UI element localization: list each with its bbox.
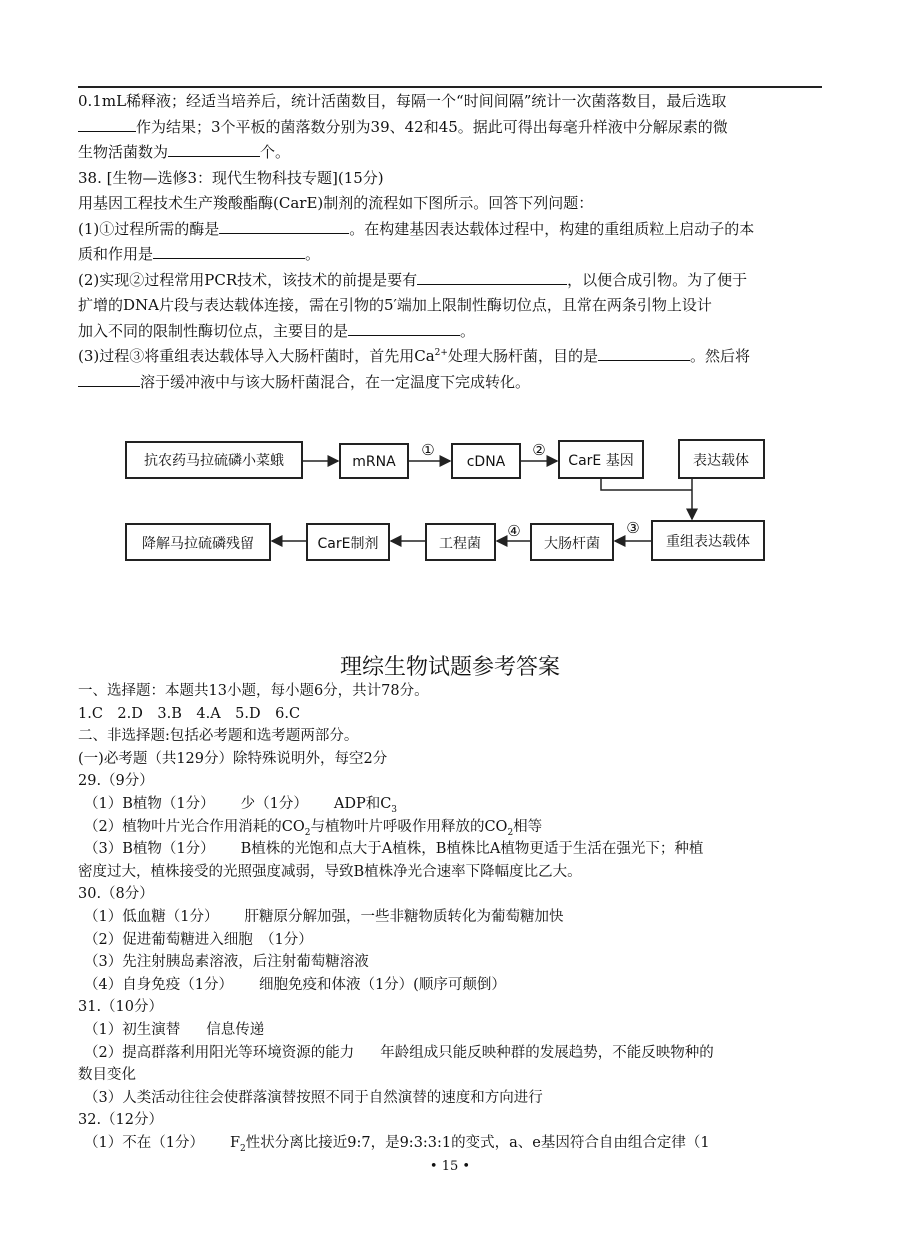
text-line: （3）人类活动往往会使群落演替按照不同于自然演替的速度和方向进行 [84,1089,543,1106]
text-line: 作为结果；3个平板的菌落数分别为39、42和45。据此可得出每毫升样液中分解尿素的微 [136,117,728,136]
answer-key [78,680,826,1154]
superscript: 2+ [434,348,448,358]
arrow-gene-to-recombinant [601,478,692,490]
text-line: (3)过程③将重组表达载体导入大肠杆菌时，首先用Ca [78,347,435,365]
flow-diagram [0,0,900,600]
question-number: 31.（10分） [78,999,164,1016]
box-care-gene-label: CarE 基因 [568,453,634,469]
text-line: 性状分离比接近9:7，是9:3:3:1的变式，a、e基因符合自由组合定律（1 [245,1134,710,1151]
text-line: 1.C 2.D 3.B 4.A 5.D 6.C [78,705,301,722]
box-engineered-bacteria-label: 工程菌 [439,536,481,552]
text-line: 加入不同的限制性酶切位点，主要目的是 [78,321,349,340]
box-ecoli-label: 大肠杆菌 [544,536,600,552]
text-line: 少（1分） [240,795,308,812]
text-line: 溶于缓冲液中与该大肠杆菌混合，在一定温度下完成转化。 [140,372,531,391]
text-line: 处理大肠杆菌，目的是 [447,347,598,365]
text-line: 与植物叶片呼吸作用释放的CO [310,818,508,835]
text-line: （3）B植物（1分） [84,841,215,858]
question-number: 32.（12分） [78,1112,164,1129]
text-line: （4）自身免疫（1分） [84,976,233,993]
question-38-title: 38. [生物—选修3：现代生物科技专题](15分) [78,168,384,187]
text-line: （1）不在（1分） [84,1134,204,1151]
question-number: 30.（8分） [78,886,154,903]
box-care-preparation-label: CarE制剂 [317,536,379,552]
subscript: 2 [304,827,311,838]
text-line: （1）低血糖（1分） [84,908,219,925]
text-line: 扩增的DNA片段与表达载体连接，需在引物的5′端加上限制性酶切位点，且常在两条引物上设计 [78,296,712,314]
page-number: • 15 • [429,1159,471,1174]
text-line: 。 [460,321,476,340]
text-line: （1）初生演替 [84,1021,181,1038]
text-line: （2）促进葡萄糖进入细胞 （1分） [84,931,313,948]
text-line: 一、选择题：本题共13小题，每小题6分，共计78分。 [78,683,429,699]
text-line: (一)必考题（共129分）除特殊说明外，每空2分 [78,750,388,767]
text-line: (2)实现②过程常用PCR技术，该技术的前提是要有 [78,270,418,289]
step-label-4: ④ [507,522,521,540]
box-recombinant-vector-label: 重组表达载体 [666,534,750,550]
text-line: 0.1mL稀释液；经适当培养后，统计活菌数目，每隔一个“时间间隔”统计一次菌落数目，最后选取 [78,92,727,110]
subscript: 2 [507,827,514,838]
text-line: （2）植物叶片光合作用消耗的CO [84,818,305,835]
text-line: 数目变化 [78,1067,136,1084]
step-label-3: ③ [626,519,640,537]
text-line: B植株的光饱和点大于A植株，B植株比A植物更适于生活在强光下；种植 [240,841,704,858]
box-degrade-residue-label: 降解马拉硫磷残留 [142,536,254,552]
subscript: 2 [240,1143,246,1154]
text-line: F [229,1134,241,1151]
text-line: ADP和C [333,795,392,812]
box-mrna-label: mRNA [352,454,396,470]
question-number: 29.（9分） [78,773,154,790]
text-line: 个。 [260,143,291,161]
text-line: 二、非选择题:包括必考题和选考题两部分。 [78,728,359,745]
box-source-insect-label: 抗农药马拉硫磷小菜蛾 [144,453,284,469]
box-cdna-label: cDNA [466,454,506,470]
text-line: （2）提高群落利用阳光等环境资源的能力 [84,1044,355,1061]
step-label-1: ① [421,441,435,459]
text-line: 质和作用是 [78,245,154,263]
text-line: ，以便合成引物。为了便于 [567,270,748,289]
text-line: (1)①过程所需的酶是 [78,219,220,238]
question-38-intro: 用基因工程技术生产羧酸酯酶(CarE)制剂的流程如下图所示。回答下列问题： [78,194,594,212]
text-line: 。然后将 [689,347,750,365]
text-line: 。在构建基因表达载体过程中，构建的重组质粒上启动子的本 [349,219,755,238]
text-line: 信息传递 [206,1021,265,1038]
text-line: 肝糖原分解加强，一些非糖物质转化为葡萄糖加快 [244,908,564,925]
answers-title: 理综生物试题参考答案 [339,655,560,680]
step-label-2: ② [532,441,546,459]
text-line: 密度过大，植株接受的光照强度减弱，导致B植株净光合速率下降幅度比乙大。 [78,863,582,880]
text-line: （1）B植物（1分） [84,795,215,812]
text-line: 。 [305,245,321,263]
box-expression-vector-label: 表达载体 [693,453,749,469]
text-line: 年龄组成只能反映种群的发展趋势，不能反映物种的 [380,1044,714,1061]
text-line: 细胞免疫和体液（1分）(顺序可颠倒） [258,976,506,993]
text-line: （3）先注射胰岛素溶液，后注射葡萄糖溶液 [84,954,369,971]
text-line: 生物活菌数为 [78,143,169,161]
text-line: 相等 [513,818,543,835]
subscript: 3 [391,804,398,815]
